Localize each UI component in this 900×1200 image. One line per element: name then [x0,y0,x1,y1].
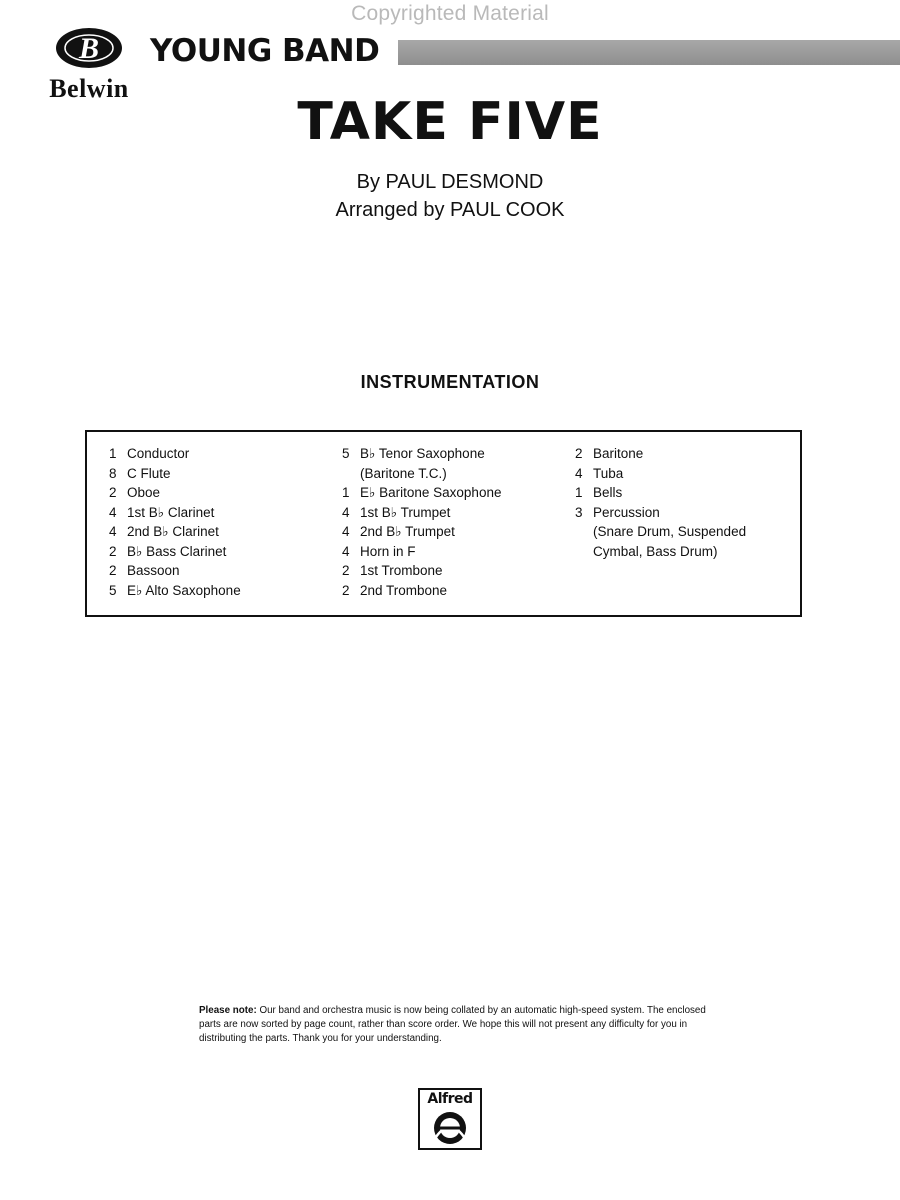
part-row [575,503,746,562]
instrumentation-heading: INSTRUMENTATION [360,372,540,392]
part-name: B♭ Tenor Saxophone (Baritone T.C.) [360,446,485,481]
part-name: Tuba [593,465,624,481]
part-name: 1st B♭ Clarinet [127,504,215,520]
part-name: C Flute [127,465,171,481]
part-quantity: 1 [575,485,583,500]
note-label: Please note: [199,1005,257,1016]
part-name: Oboe [127,485,161,500]
part-quantity: 4 [575,465,583,481]
part-name: Bells [593,485,623,500]
part-name: B♭ Bass Clarinet [127,543,227,559]
part-quantity: 4 [109,504,117,520]
instrumentation-box [85,430,802,617]
part-name: Conductor [127,446,190,461]
series-name: YOUNG BAND [150,33,380,69]
part-row [342,561,501,581]
series-bar [398,40,900,65]
part-name: Baritone [593,446,644,461]
part-row [109,581,241,601]
instrumentation-column-2 [342,444,501,600]
part-name: 2nd B♭ Trumpet [360,524,455,539]
part-row [575,444,746,464]
part-row [109,561,241,581]
part-quantity: 2 [342,563,350,578]
part-quantity: 4 [342,524,350,539]
part-name: E♭ Baritone Saxophone [360,485,502,500]
part-row [342,483,501,503]
part-quantity: 2 [342,582,350,598]
part-quantity: 4 [342,504,350,520]
publisher-name: Alfred [427,1091,473,1107]
part-row [342,503,501,523]
part-quantity: 4 [109,524,117,539]
part-quantity: 5 [342,446,350,461]
part-name: Horn in F [360,543,416,559]
part-row [342,444,501,483]
part-name: 1st Trombone [360,563,443,578]
part-row [342,542,501,562]
part-quantity: 2 [109,563,117,578]
part-name: Percussion (Snare Drum, Suspended Cymbal, Bass Drum) [593,504,747,559]
note-text: Our band and orchestra music is now being collated by an automatic high-speed system. The enclosed parts are now sorted by page count, rather than score order. We hope this will not present any difficulty for you in distributing the parts. Thank you for your understanding. [199,1005,706,1044]
part-row [342,581,501,601]
part-quantity: 2 [109,485,117,500]
belwin-wordmark: Belwin [49,74,129,103]
part-quantity: 2 [109,543,117,559]
part-row [109,464,241,484]
piece-title: TAKE FIVE [297,92,603,152]
part-row [109,542,241,562]
belwin-logo [34,26,144,103]
part-row [342,522,501,542]
part-name: Bassoon [127,563,180,578]
part-row [575,483,746,503]
part-row [109,522,241,542]
composer-credit: By PAUL DESMOND [356,171,544,193]
watermark-text: Copyrighted Material [351,2,549,25]
belwin-emblem-icon [54,26,124,74]
part-quantity: 2 [575,446,583,461]
part-quantity: 8 [109,465,117,481]
part-row [109,483,241,503]
part-quantity: 5 [109,582,117,598]
part-quantity: 4 [342,543,350,559]
alfred-emblem-icon [426,1110,474,1146]
part-row [109,503,241,523]
part-name: E♭ Alto Saxophone [127,582,241,598]
part-quantity: 1 [342,485,350,500]
logo-letter: B [78,32,100,65]
instrumentation-column-3 [575,444,746,561]
part-quantity: 1 [109,446,117,461]
alfred-logo [418,1088,482,1150]
part-row [109,444,241,464]
part-row [575,464,746,484]
part-name: 2nd B♭ Clarinet [127,524,219,539]
instrumentation-column-1 [109,444,241,600]
collation-note [199,1004,709,1046]
arranger-credit: Arranged by PAUL COOK [335,199,565,221]
part-name: 2nd Trombone [360,582,448,598]
part-name: 1st B♭ Trumpet [360,504,451,520]
part-quantity: 3 [575,504,583,520]
